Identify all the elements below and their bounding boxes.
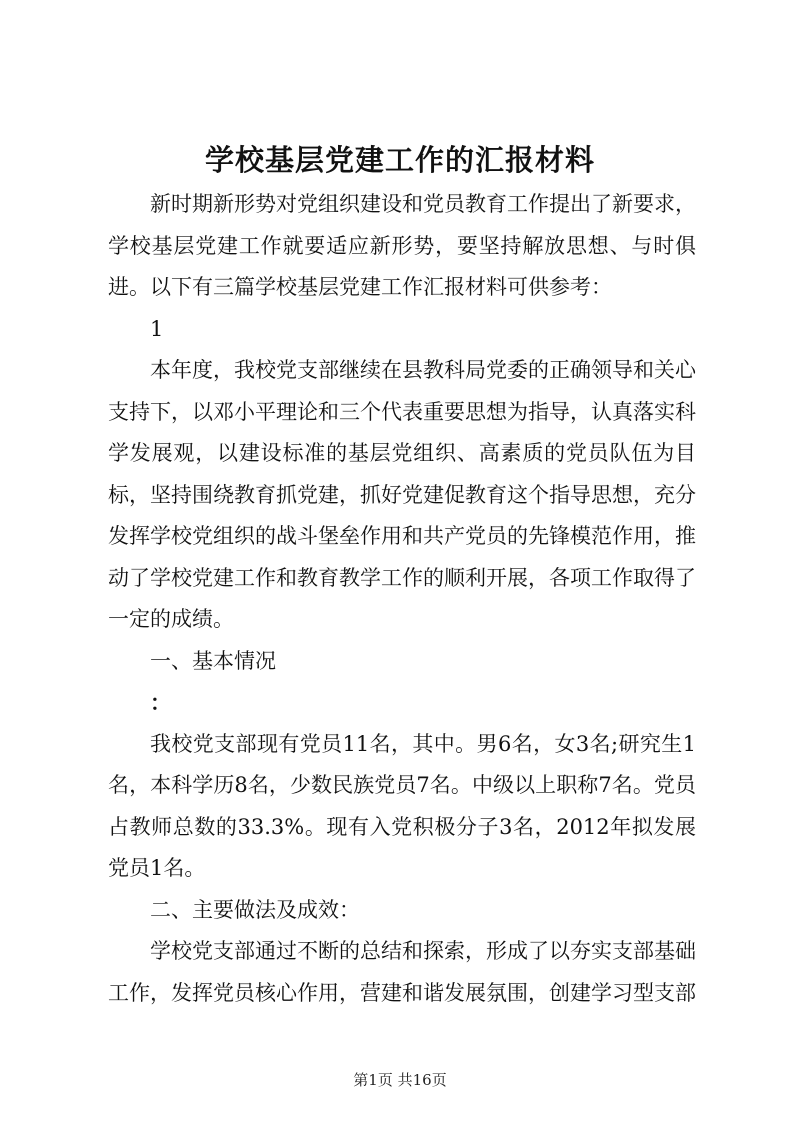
summary-paragraph: 本年度，我校党支部继续在县教科局党委的正确领导和关心支持下，以邓小平理论和三个代表重要思想为指导，认真落实科学发展观，以建设标准的基层党组织、高素质的党员队伍为目标，坚持围绕教育抓党建，抓好党建促教育这个指导思想，充分发挥学校党组织的战斗堡垒作用和共产党员的先锋模范作用，推动了学校党建工作和教育教学工作的顺利开展，各项工作取得了一定的成绩。 [108,358,696,631]
membership-paragraph: 我校党支部现有党员11名，其中。男6名，女3名;研究生1名，本科学历8名，少数民族党员7名。中级以上职称7名。党员占教师总数的33.3%。现有入党积极分子3名，2012年拟发展党员1名。 [108,731,696,880]
section-heading-main-methods: 二、主要做法及成效： [150,897,360,922]
page-footer: 第1页 共16页 [353,1071,447,1089]
section-number: 1 [150,316,164,341]
colon-mark: ： [150,690,171,715]
methods-paragraph: 学校党支部通过不断的总结和探索，形成了以夯实支部基础工作，发挥党员核心作用，营建和谐发展氛围，创建学习型支部 [108,939,696,1005]
document-title: 学校基层党建工作的汇报材料 [204,143,595,177]
document-body [108,184,696,1014]
section-heading-basic-situation: 一、基本情况 [150,648,276,673]
intro-paragraph: 新时期新形势对党组织建设和党员教育工作提出了新要求，学校基层党建工作就要适应新形势，要坚持解放思想、与时俱进。以下有三篇学校基层党建工作汇报材料可供参考： [108,192,696,299]
